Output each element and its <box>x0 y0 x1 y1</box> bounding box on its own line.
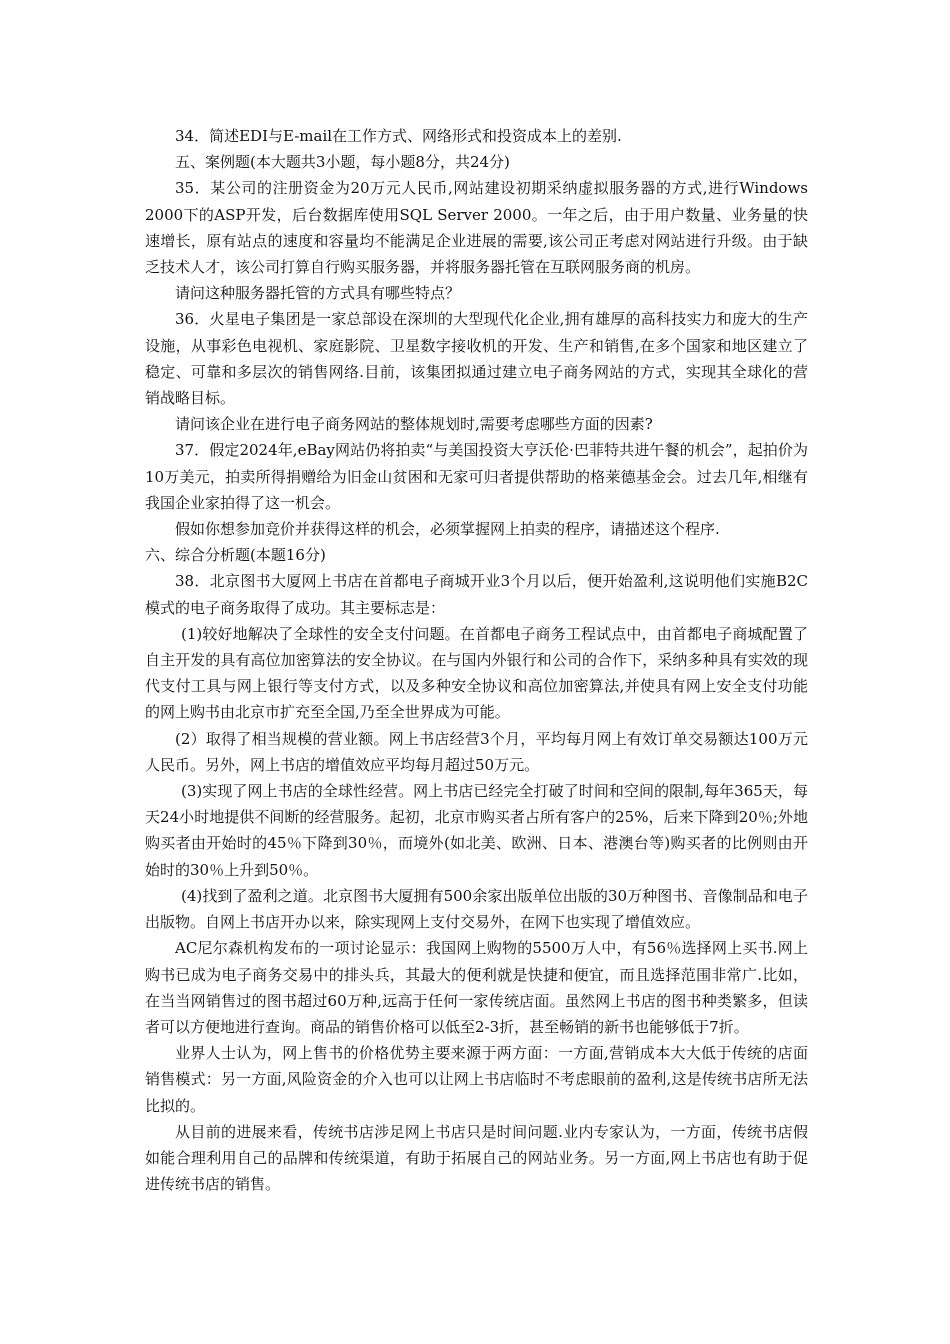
question-36-prompt: 请问该企业在进行电子商务网站的整体规划时,需要考虑哪些方面的因素? <box>175 415 653 434</box>
question-37-prompt: 假如你想参加竞价并获得这样的机会，必须掌握网上拍卖的程序，请描述这个程序. <box>175 520 720 539</box>
case-paragraph-outlook: 从目前的进展来看，传统书店涉足网上书店只是时间问题.业内专家认为，一方面，传统书店假如能合理利用自己的品牌和传统渠道，有助于拓展自己的网站业务。另一方面,网上书店也有助于促进传统书店的销售。 <box>145 1122 808 1194</box>
section-6-heading: 六、综合分析题(本题16分) <box>145 546 326 565</box>
case-paragraph-nielsen: AC尼尔森机构发布的一项讨论显示：我国网上购物的5500万人中，有56％选择网上买书.网上购书已成为电子商务交易中的排头兵，其最大的便利就是快捷和便宜，而且选择范围非常广.比如，在当当网销售过的图书超过60万种,远高于任何一家传统店面。虽然网上书店的图书种类繁多，但读者可以方便地进行查询。商品的销售价格可以低至2-3折，甚至畅销的新书也能够低于7折。 <box>145 939 808 1036</box>
section-5-heading: 五、案例题(本大题共3小题，每小题8分，共24分) <box>175 153 510 172</box>
question-38-point-4: (4)找到了盈利之道。北京图书大厦拥有500余家出版单位出版的30万种图书、音像制品和电子出版物。自网上书店开办以来，除实现网上支付交易外，在网下也实现了增值效应。 <box>145 886 808 932</box>
question-37: 37．假定2024年,eBay网站仍将拍卖“与美国投资大亨沃伦·巴菲特共进午餐的机会”，起拍价为10万美元，拍卖所得捐赠给为旧金山贫困和无家可归者提供帮助的格莱德基金会。过去几年,相继有我国企业家拍得了这一机会。 <box>145 441 808 512</box>
question-38: 38．北京图书大厦网上书店在首都电子商城开业3个月以后，便开始盈利,这说明他们实施B2C模式的电子商务取得了成功。其主要标志是： <box>145 572 808 617</box>
question-38-point-1: (1)较好地解决了全球性的安全支付问题。在首都电子商务工程试点中，由首都电子商城配置了自主开发的具有高位加密算法的安全协议。在与国内外银行和公司的合作下，采纳多种具有实效的现代支付工具与网上银行等支付方式，以及多种安全协议和高位加密算法,并使具有网上安全支付功能的网上购书由北京市扩充至全国,乃至全世界成为可能。 <box>145 624 808 722</box>
case-paragraph-industry: 业界人士认为，网上售书的价格优势主要来源于两方面：一方面,营销成本大大低于传统的店面销售模式：另一方面,风险资金的介入也可以让网上书店临时不考虑眼前的盈利,这是传统书店所无法比拟的。 <box>145 1044 808 1115</box>
question-36: 36．火星电子集团是一家总部设在深圳的大型现代化企业,拥有雄厚的高科技实力和庞大的生产设施，从事彩色电视机、家庭影院、卫星数字接收机的开发、生产和销售,在多个国家和地区建立了稳定、可靠和多层次的销售网络.目前，该集团拟通过建立电子商务网站的方式，实现其全球化的营销战略目标。 <box>145 310 808 408</box>
question-38-point-2: (2）取得了相当规模的营业额。网上书店经营3个月，平均每月网上有效订单交易额达100万元人民币。另外，网上书店的增值效应平均每月超过50万元。 <box>145 729 808 774</box>
question-38-point-3: (3)实现了网上书店的全球性经营。网上书店已经完全打破了时间和空间的限制,每年365天，每天24小时地提供不间断的经营服务。起初，北京市购买者占所有客户的25%，后来下降到20％;外地购买者由开始时的45％下降到30％，而境外(如北美、欧洲、日本、港澳台等)购买者的比例则由开始时的30％上升到50％。 <box>145 782 808 879</box>
question-35-prompt: 请问这种服务器托管的方式具有哪些特点？ <box>175 284 461 303</box>
question-35: 35．某公司的注册资金为20万元人民币,网站建设初期采纳虚拟服务器的方式,进行Windows 2000下的ASP开发，后台数据库使用SQL Server 2000。一年之后，由于用户数量、业务量的快速增长，原有站点的速度和容量均不能满足企业进展的需要,该公司正考虑对网站进行升级。由于缺乏技术人才，该公司打算自行购买服务器，并将服务器托管在互联网服务商的机房。 <box>145 179 808 277</box>
question-34: 34．简述EDI与E-mail在工作方式、网络形式和投资成本上的差别. <box>175 127 622 145</box>
document-body <box>145 123 808 1197</box>
